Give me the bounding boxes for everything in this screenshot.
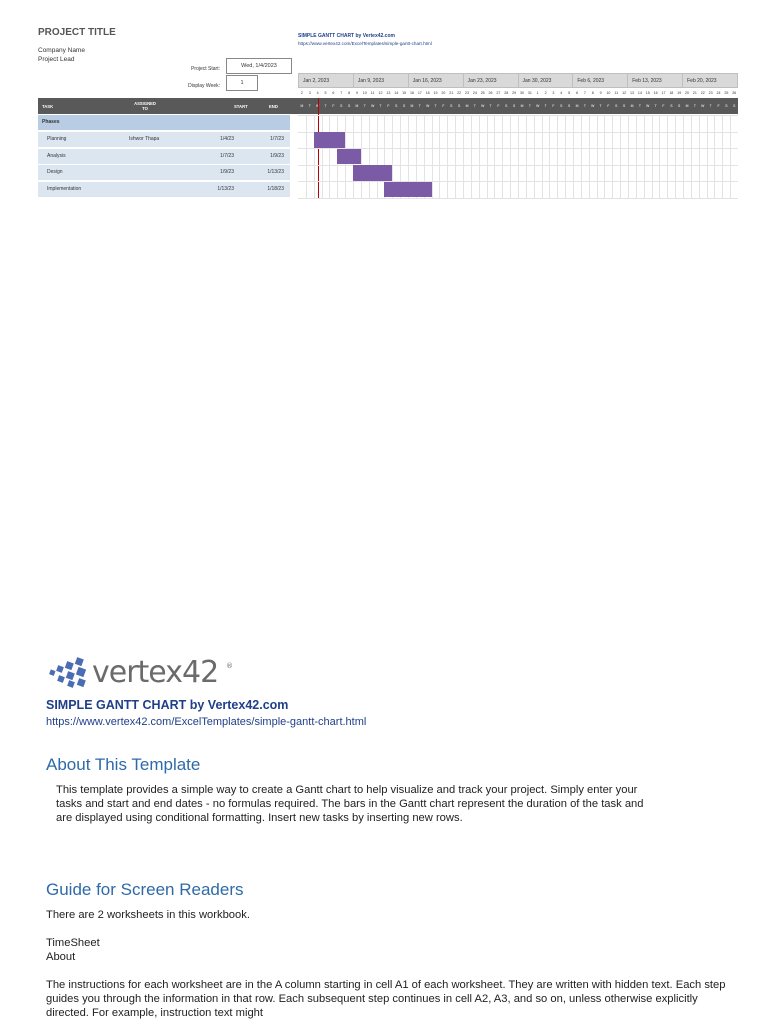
day-number: 7 — [583, 91, 586, 95]
day-number: 11 — [614, 91, 619, 95]
task-end: 1/13/23 — [267, 169, 284, 175]
company-name: Company Name — [38, 47, 85, 54]
gantt-bar — [337, 149, 361, 165]
day-number: 20 — [685, 91, 690, 95]
day-number: 19 — [433, 91, 438, 95]
day-number: 18 — [425, 91, 430, 95]
guide-sheet-timesheet: TimeSheet — [46, 937, 100, 949]
header-template-title: SIMPLE GANTT CHART by Vertex42.com — [298, 33, 395, 39]
day-of-week: S — [450, 104, 453, 108]
week-label: Feb 6, 2023 — [572, 74, 627, 87]
day-number: 9 — [355, 91, 358, 95]
day-of-week: W — [481, 104, 485, 108]
day-number: 29 — [512, 91, 517, 95]
column-header-end: END — [269, 104, 278, 109]
day-number: 10 — [362, 91, 367, 95]
day-number: 7 — [340, 91, 343, 95]
day-number: 17 — [661, 91, 666, 95]
day-number: 3 — [308, 91, 311, 95]
day-of-week: T — [693, 104, 696, 108]
week-label: Jan 2, 2023 — [303, 78, 330, 84]
task-start: 1/9/23 — [220, 169, 234, 175]
day-of-week: S — [457, 104, 461, 108]
day-number: 26 — [488, 91, 493, 95]
day-of-week: W — [426, 104, 430, 108]
day-number: 2 — [300, 91, 303, 95]
task-start: 1/4/23 — [220, 136, 234, 142]
gantt-bar — [384, 182, 431, 198]
day-of-week: T — [434, 104, 437, 108]
logo-wordmark: vertex42 — [92, 655, 219, 690]
week-label: Feb 20, 2023 — [682, 74, 737, 87]
day-number-row — [298, 88, 738, 98]
day-number: 3 — [552, 91, 555, 95]
project-title: PROJECT TITLE — [38, 27, 116, 38]
week-label: Jan 30, 2023 — [518, 74, 573, 87]
day-of-week: W — [371, 104, 375, 108]
day-of-week: F — [442, 104, 445, 108]
day-number: 5 — [324, 91, 327, 95]
day-number: 27 — [496, 91, 501, 95]
display-week-field[interactable]: 1 — [226, 75, 258, 91]
day-number: 23 — [464, 91, 469, 95]
week-label: Jan 9, 2023 — [353, 74, 408, 87]
day-number: 8 — [591, 91, 594, 95]
day-of-week: S — [402, 104, 406, 108]
day-of-week-row — [298, 98, 738, 114]
day-of-week: T — [489, 104, 492, 108]
day-of-week: T — [363, 104, 366, 108]
day-number: 13 — [630, 91, 635, 95]
day-number: 22 — [700, 91, 705, 95]
project-start-label: Project Start: — [191, 66, 220, 72]
day-of-week: F — [662, 104, 665, 108]
task-row[interactable] — [38, 182, 290, 197]
guide-paragraph-1: There are 2 worksheets in this workbook. — [46, 909, 250, 921]
task-name: Planning — [47, 136, 67, 142]
day-number: 6 — [332, 91, 335, 95]
guide-sheet-about: About — [46, 951, 76, 963]
day-number: 8 — [348, 91, 351, 95]
week-header — [298, 73, 738, 88]
day-of-week: S — [395, 104, 398, 108]
day-of-week: M — [630, 104, 634, 108]
task-start: 1/13/23 — [217, 185, 234, 192]
day-of-week: S — [615, 104, 618, 108]
day-of-week: S — [623, 104, 626, 108]
day-of-week: W — [701, 104, 705, 108]
day-number: 1 — [536, 91, 539, 95]
day-of-week: T — [308, 104, 311, 108]
day-of-week: S — [678, 104, 681, 108]
day-of-week: S — [733, 104, 736, 108]
day-number: 6 — [576, 91, 578, 95]
task-name: Implementation — [47, 185, 82, 192]
day-of-week: S — [347, 104, 351, 108]
day-of-week: S — [670, 104, 673, 108]
column-header-start: START — [234, 104, 248, 109]
day-number: 28 — [504, 91, 509, 95]
about-paragraph: This template provides a simple way to create a Gantt chart to help visualize and track your project. Simply enter your tasks and start and end dates - no formulas required. The bars in the Gantt chart represent the duration of the task and are displayed using conditional formatting. Insert new tasks by inserting new rows. — [56, 784, 644, 824]
day-of-week: S — [568, 104, 571, 108]
day-number: 30 — [519, 91, 524, 95]
day-of-week: S — [513, 104, 516, 108]
task-end: 1/7/23 — [270, 136, 284, 142]
day-number: 31 — [527, 91, 532, 95]
task-name: Analysis — [47, 152, 66, 159]
task-name: Design — [47, 169, 63, 175]
day-of-week: S — [340, 104, 343, 108]
day-number: 25 — [480, 91, 485, 95]
day-number: 21 — [449, 91, 454, 95]
day-of-week: M — [465, 104, 469, 108]
day-of-week: S — [560, 104, 563, 108]
day-of-week: T — [528, 104, 531, 108]
day-of-week: T — [473, 104, 476, 108]
day-number: 15 — [402, 91, 407, 95]
task-end: 1/9/23 — [270, 152, 284, 159]
day-of-week: M — [685, 104, 689, 108]
day-of-week: F — [717, 104, 720, 108]
day-number: 18 — [669, 91, 674, 95]
info-template-title: SIMPLE GANTT CHART by Vertex42.com — [46, 698, 289, 712]
day-number: 14 — [394, 91, 399, 95]
vertex42-logo-graphic — [48, 650, 238, 692]
task-row[interactable] — [38, 149, 290, 164]
day-number: 15 — [645, 91, 650, 95]
day-of-week: T — [638, 104, 641, 108]
day-of-week: F — [607, 104, 610, 108]
day-of-week: M — [355, 104, 359, 108]
day-number: 2 — [544, 91, 547, 95]
week-label: Jan 23, 2023 — [463, 74, 518, 87]
column-header-assigned-to: TO — [142, 106, 148, 111]
task-start: 1/7/23 — [220, 152, 234, 159]
day-number: 9 — [599, 91, 602, 95]
day-of-week: F — [387, 104, 390, 108]
task-row[interactable] — [38, 165, 290, 180]
task-end: 1/18/23 — [267, 185, 284, 192]
vertex42-logo — [48, 650, 238, 692]
day-number: 16 — [653, 91, 658, 95]
day-of-week: M — [300, 104, 304, 108]
task-row[interactable] — [38, 132, 290, 147]
phase-row — [38, 115, 290, 130]
day-number: 20 — [441, 91, 446, 95]
day-number: 12 — [378, 91, 383, 95]
project-lead: Project Lead — [38, 56, 75, 63]
header-template-link[interactable]: https://www.vertex42.com/ExcelTemplates/simple-gantt-chart.html — [298, 41, 432, 46]
day-of-week: W — [646, 104, 650, 108]
column-header-task: TASK — [42, 104, 54, 109]
day-of-week: W — [591, 104, 595, 108]
day-of-week: F — [497, 104, 500, 108]
day-number: 4 — [316, 91, 319, 95]
project-start-field[interactable]: Wed, 1/4/2023 — [226, 58, 292, 74]
info-template-link[interactable]: https://www.vertex42.com/ExcelTemplates/simple-gantt-chart.html — [46, 716, 367, 728]
day-number: 24 — [472, 91, 477, 95]
day-of-week: T — [583, 104, 586, 108]
day-of-week: M — [410, 104, 414, 108]
about-heading: About This Template — [46, 755, 201, 774]
day-of-week: T — [418, 104, 421, 108]
day-number: 10 — [606, 91, 611, 95]
day-number: 24 — [716, 91, 721, 95]
day-of-week: W — [536, 104, 540, 108]
day-of-week: T — [544, 104, 547, 108]
day-of-week: T — [709, 104, 712, 108]
gantt-bar — [353, 165, 392, 181]
day-number: 14 — [637, 91, 642, 95]
day-number: 21 — [692, 91, 697, 95]
day-of-week: T — [654, 104, 657, 108]
day-number: 4 — [560, 91, 563, 95]
day-of-week: T — [379, 104, 382, 108]
day-of-week: F — [552, 104, 555, 108]
day-number: 11 — [370, 91, 375, 95]
day-number: 19 — [677, 91, 682, 95]
svg-text:®: ® — [226, 662, 233, 670]
week-label: Jan 16, 2023 — [408, 74, 463, 87]
day-number: 12 — [622, 91, 627, 95]
display-week-label: Display Week: — [188, 83, 220, 89]
day-number: 17 — [417, 91, 422, 95]
day-number: 26 — [732, 91, 737, 95]
day-of-week: M — [520, 104, 524, 108]
column-header-assigned: ASSIGNED — [134, 101, 156, 106]
task-assigned: Ishwor Thapa — [129, 136, 160, 142]
guide-heading: Guide for Screen Readers — [46, 880, 244, 899]
gantt-grid — [298, 115, 738, 198]
day-number: 25 — [724, 91, 729, 95]
week-label: Feb 13, 2023 — [627, 74, 682, 87]
phase-label: Phases — [42, 119, 60, 125]
day-number: 23 — [708, 91, 713, 95]
day-number: 13 — [386, 91, 391, 95]
gantt-bar — [314, 132, 345, 148]
day-of-week: F — [332, 104, 335, 108]
day-of-week: T — [599, 104, 602, 108]
day-number: 5 — [568, 91, 571, 95]
day-of-week: S — [505, 104, 508, 108]
day-number: 22 — [457, 91, 462, 95]
day-of-week: M — [575, 104, 579, 108]
day-of-week: S — [725, 104, 728, 108]
guide-paragraph-3: The instructions for each worksheet are in the A column starting in cell A1 of each worksheet. They are written with hidden text. Each step guides you through the information in that row. Each subsequent step continues in cell A2, A3, and so on, unless otherwise explicitly directed. For example, instruction text might — [46, 979, 726, 1019]
day-number: 16 — [409, 91, 414, 95]
day-of-week: T — [324, 104, 327, 108]
